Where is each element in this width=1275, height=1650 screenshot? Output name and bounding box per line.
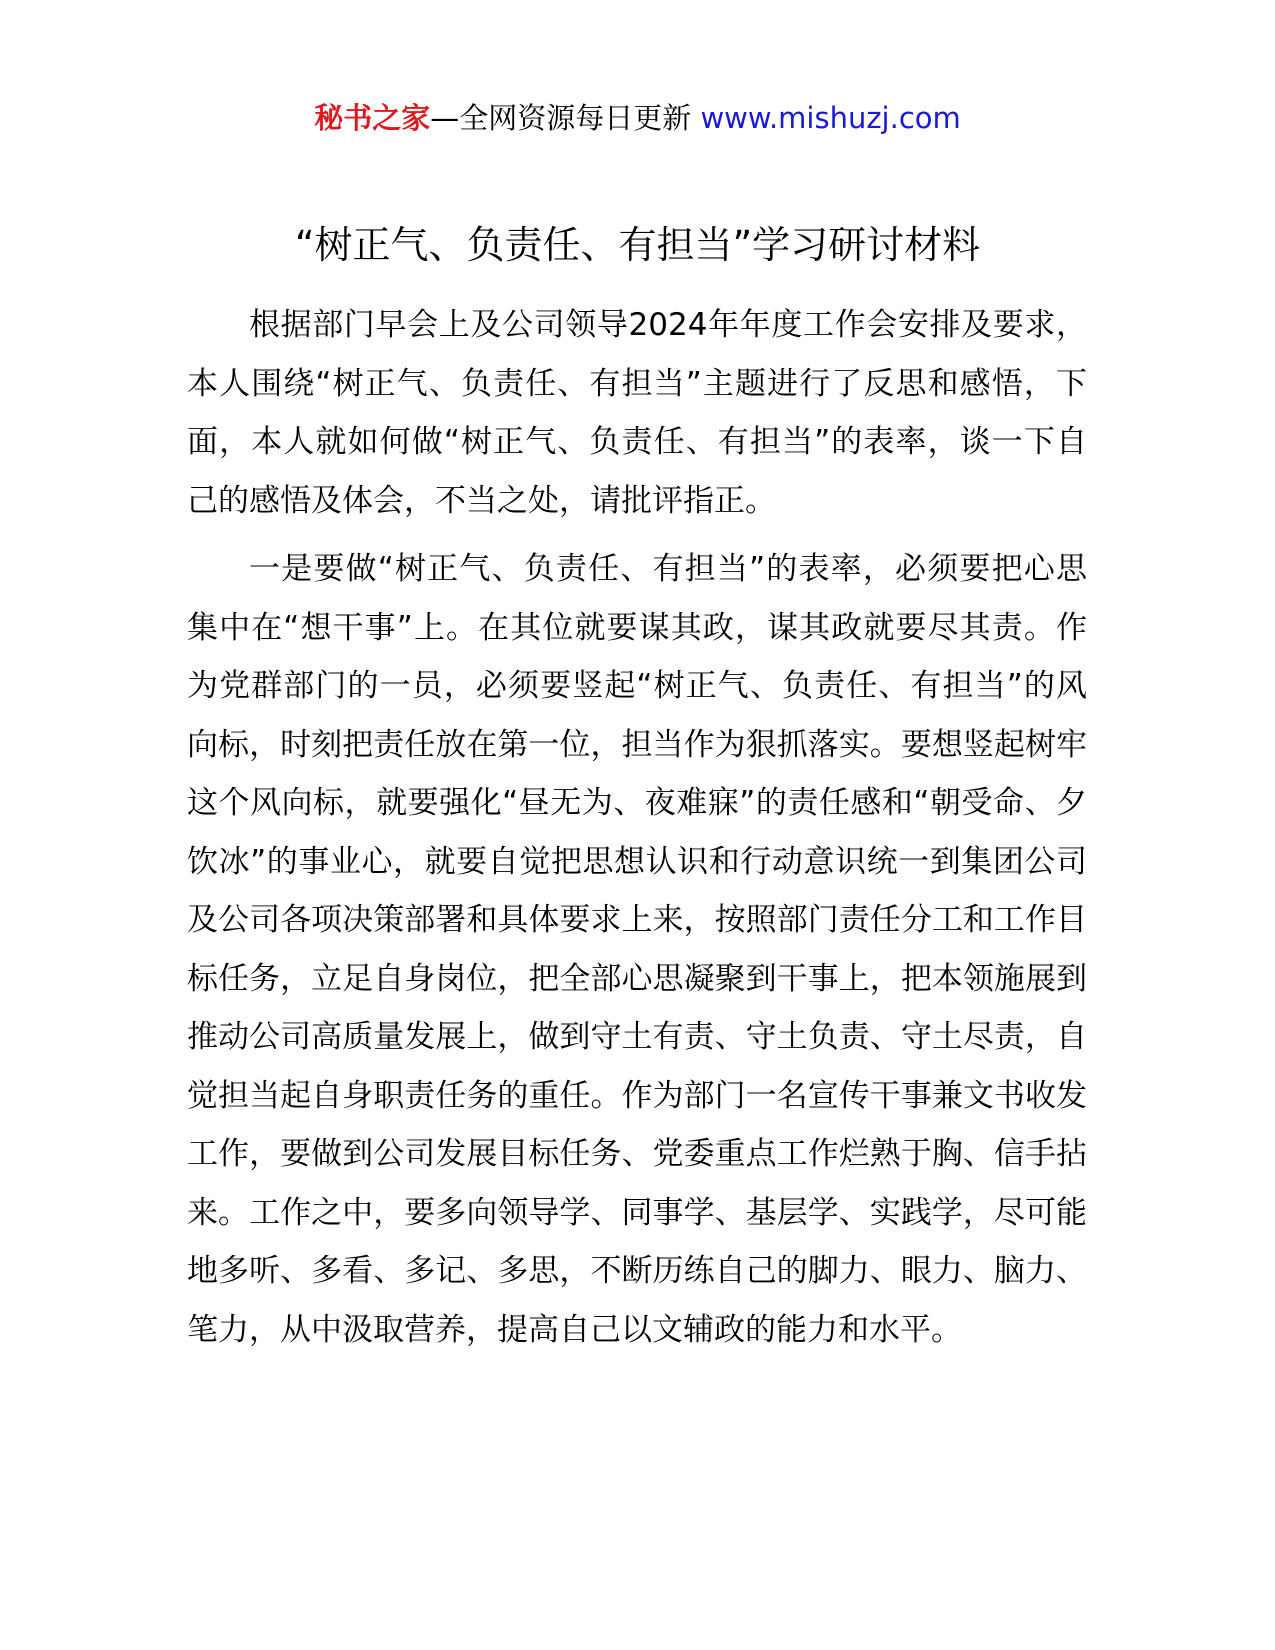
brand-name: 秘书之家: [314, 101, 431, 135]
paragraph-intro: 根据部门早会上及公司领导2024年年度工作会安排及要求，本人围绕“树正气、负责任、有担当”主题进行了反思和感悟，下面，本人就如何做“树正气、负责任、有担当”的表率，谈一下自己的感悟及体会，不当之处，请批评指正。: [187, 307, 1087, 519]
document-body: [187, 296, 1087, 1359]
site-header: [0, 98, 1275, 138]
site-url-link[interactable]: www.mishuzj.com: [700, 101, 961, 135]
document-title: “树正气、负责任、有担当”学习研讨材料: [294, 223, 981, 267]
header-tagline: —全网资源每日更新: [430, 101, 701, 135]
paragraph-point-one: 一是要做“树正气、负责任、有担当”的表率，必须要把心思集中在“想干事”上。在其位就要谋其政，谋其政就要尽其责。作为党群部门的一员，必须要竖起“树正气、负责任、有担当”的风向标，时刻把责任放在第一位，担当作为狠抓落实。要想竖起树牢这个风向标，就要强化“昼无为、夜难寐”的责任感和“朝受命、夕饮冰”的事业心，就要自觉把思想认识和行动意识统一到集团公司及公司各项决策部署和具体要求上来，按照部门责任分工和工作目标任务，立足自身岗位，把全部心思凝聚到干事上，把本领施展到推动公司高质量发展上，做到守土有责、守土负责、守土尽责，自觉担当起自身职责任务的重任。作为部门一名宣传干事兼文书收发工作，要做到公司发展目标任务、党委重点工作烂熟于胸、信手拈来。工作之中，要多向领导学、同事学、基层学、实践学，尽可能地多听、多看、多记、多思，不断历练自己的脚力、眼力、脑力、笔力，从中汲取营养，提高自己以文辅政的能力和水平。: [187, 551, 1087, 1348]
